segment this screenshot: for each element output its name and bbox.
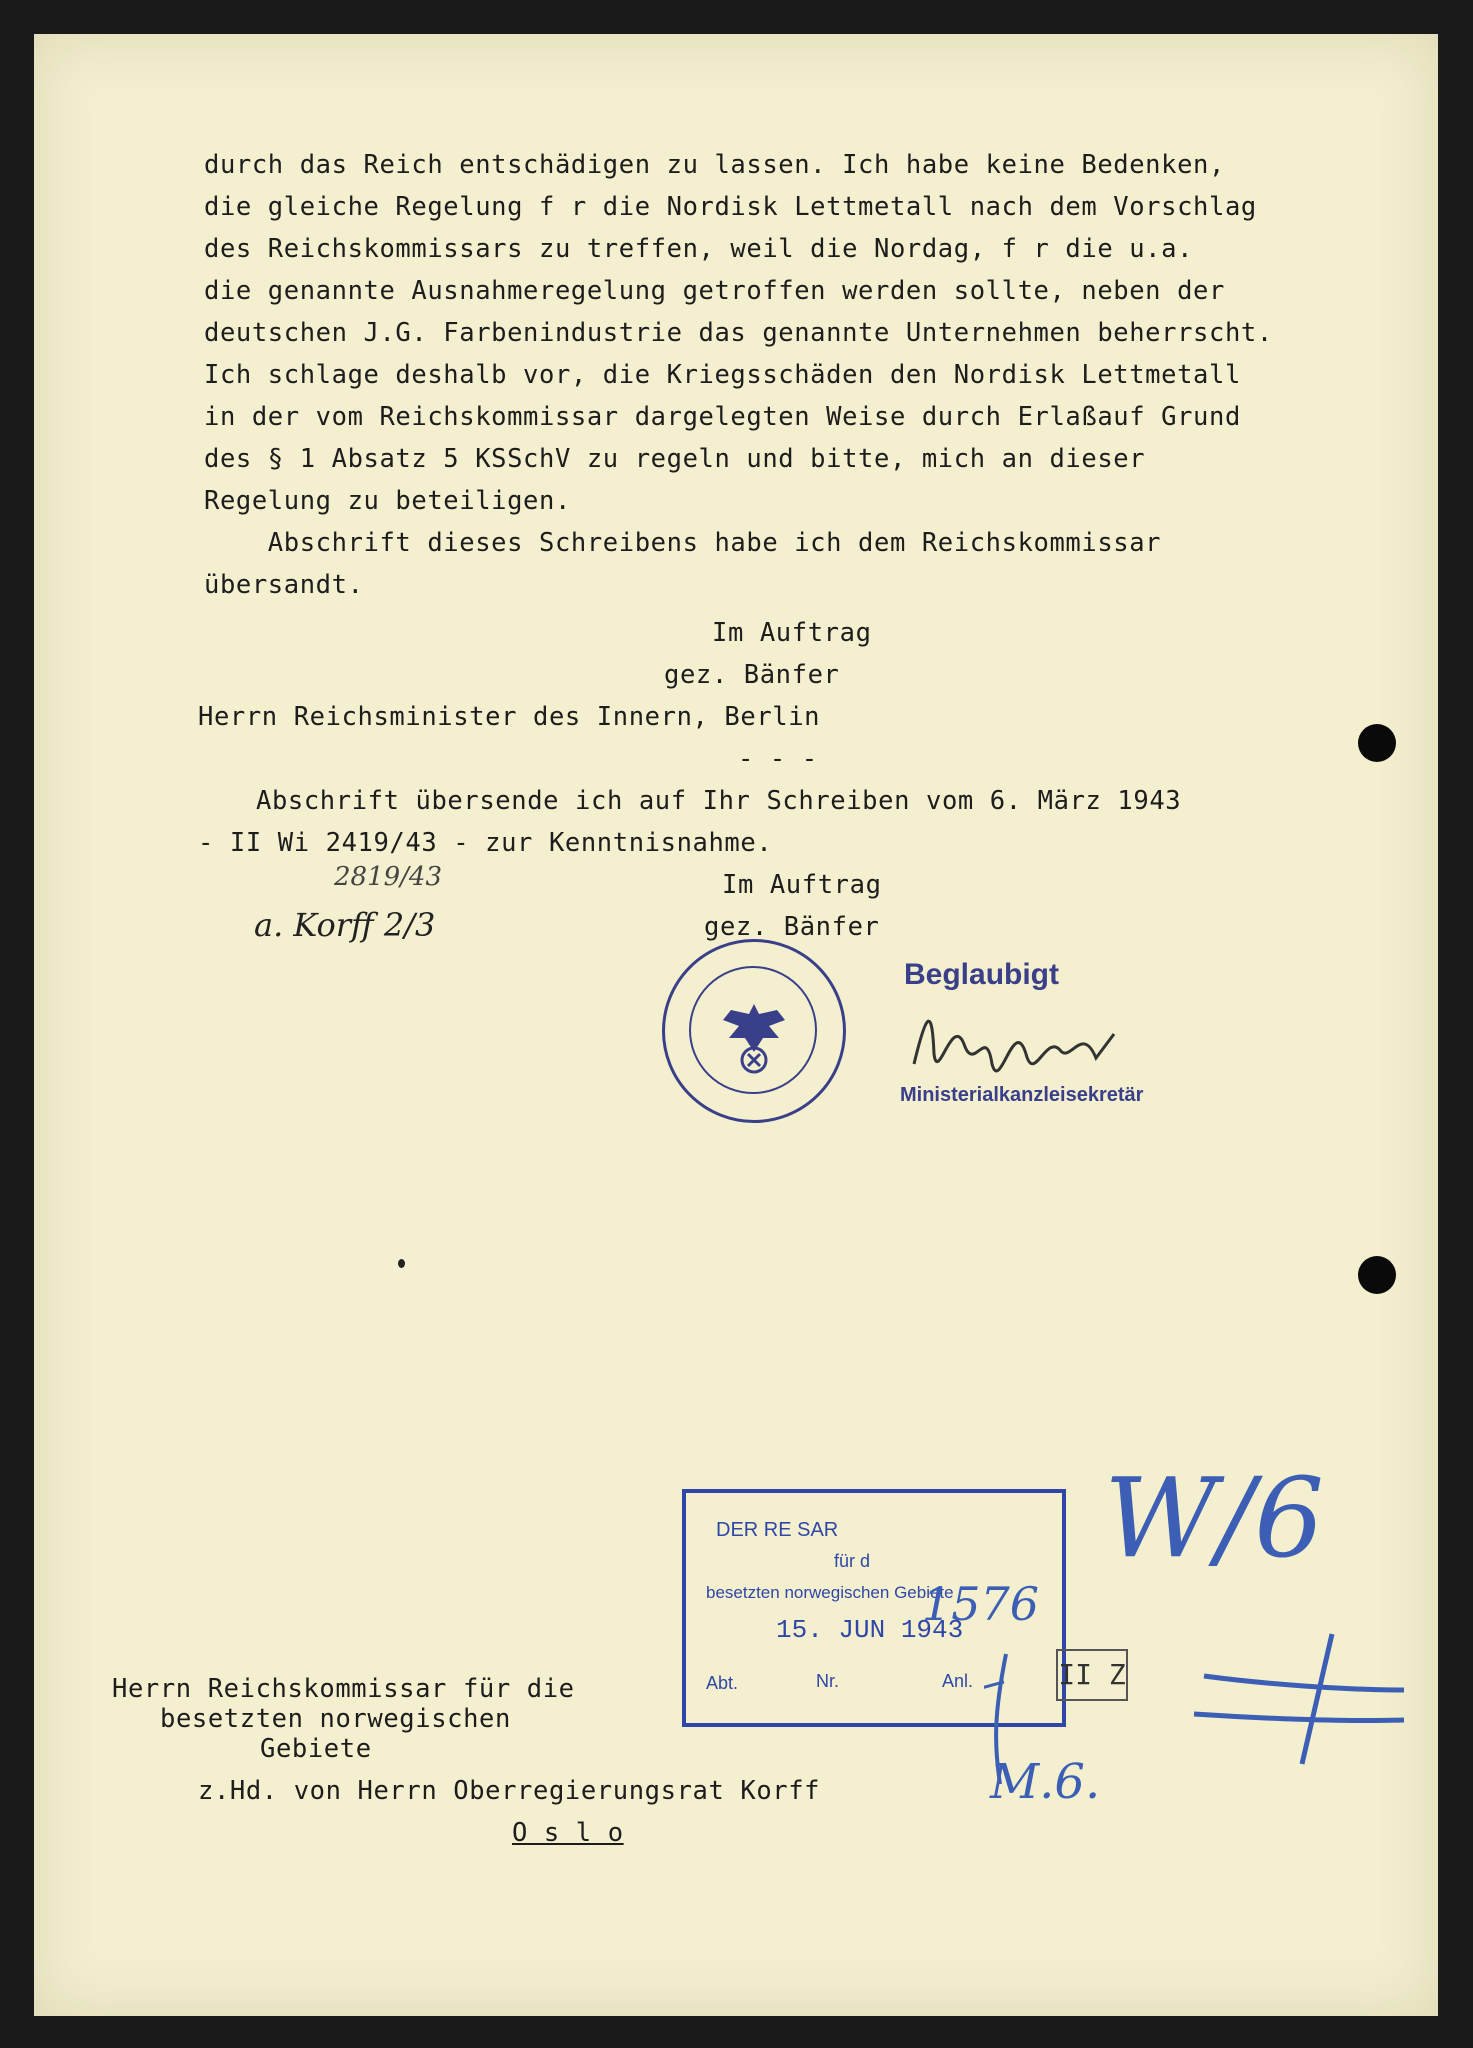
blue-pencil-strokes	[984, 1594, 1424, 1854]
punch-hole-bottom	[1358, 1256, 1396, 1294]
body-line: übersandt.	[204, 570, 364, 600]
recipient-reichsminister: Herrn Reichsminister des Innern, Berlin	[198, 702, 821, 732]
address-line-3: Gebiete	[260, 1734, 372, 1764]
receipt-stamp-line-2: für d	[834, 1551, 871, 1571]
receipt-stamp-anl: Anl.	[942, 1671, 974, 1691]
receipt-stamp-hand-number: 1576	[922, 1577, 1040, 1631]
body-line: Regelung zu beteiligen.	[204, 486, 571, 516]
receipt-stamp-line-1: DER RE SAR	[716, 1519, 839, 1541]
blue-pencil-note: M.6.	[990, 1754, 1101, 1810]
body-line: in der vom Reichskommissar dargelegten Weise durch Erlaßauf Grund	[204, 402, 1241, 432]
body-line: durch das Reich entschädigen zu lassen. Ich habe keine Bedenken,	[204, 150, 1225, 180]
body-line: die gleiche Regelung f r die Nordisk Lettmetall nach dem Vorschlag	[204, 192, 1257, 222]
receipt-stamp-abt: Abt.	[706, 1673, 739, 1693]
side-box-stamp: II Z	[1056, 1649, 1128, 1701]
address-line-1: Herrn Reichskommissar für die	[112, 1674, 575, 1704]
handwritten-ref-number: 2819/43	[334, 862, 443, 892]
signature-gez-baenfer-2: gez. Bänfer	[704, 912, 880, 942]
punch-hole-top	[1358, 724, 1396, 762]
body-line: deutschen J.G. Farbenindustrie das genannte Unternehmen beherrscht.	[204, 318, 1273, 348]
signature-gez-baenfer: gez. Bänfer	[664, 660, 840, 690]
closing-im-auftrag: Im Auftrag	[712, 618, 872, 648]
document-page	[34, 34, 1438, 2016]
body-line: des Reichskommissars zu treffen, weil die Nordag, f r die u.a.	[204, 234, 1194, 264]
closing-im-auftrag-2: Im Auftrag	[722, 870, 882, 900]
address-city: O s l o	[512, 1818, 624, 1848]
beglaubigt-title: Ministerialkanzleisekretär	[900, 1084, 1144, 1106]
ink-dot	[398, 1259, 405, 1268]
receipt-stamp-date: 15. JUN 1943	[776, 1615, 964, 1645]
body-line: des § 1 Absatz 5 KSSchV zu regeln und bitte, mich an dieser	[204, 444, 1146, 474]
address-line-4: z.Hd. von Herrn Oberregierungsrat Korff	[198, 1776, 821, 1806]
body-line: die genannte Ausnahmeregelung getroffen werden sollte, neben der	[204, 276, 1225, 306]
copy-notice-line-1: Abschrift übersende ich auf Ihr Schreiben vom 6. März 1943	[256, 786, 1182, 816]
receipt-stamp-line-3: besetzten norwegischen Gebiete	[706, 1583, 954, 1602]
eagle-icon	[665, 942, 843, 1120]
body-line: Ich schlage deshalb vor, die Kriegsschäden den Nordisk Lettmetall	[204, 360, 1241, 390]
receipt-stamp-nr: Nr.	[816, 1671, 840, 1691]
handwritten-initial-note: a. Korff 2/3	[254, 906, 436, 944]
separator: - - -	[738, 744, 818, 774]
round-seal-stamp	[662, 939, 846, 1123]
blue-pencil-mark: W/6	[1104, 1454, 1325, 1582]
address-line-2: besetzten norwegischen	[160, 1704, 511, 1734]
copy-notice-line-2: - II Wi 2419/43 - zur Kenntnisnahme.	[198, 828, 773, 858]
body-line: Abschrift dieses Schreibens habe ich dem Reichskommissar	[204, 528, 1162, 558]
beglaubigt-label: Beglaubigt	[904, 958, 1059, 991]
